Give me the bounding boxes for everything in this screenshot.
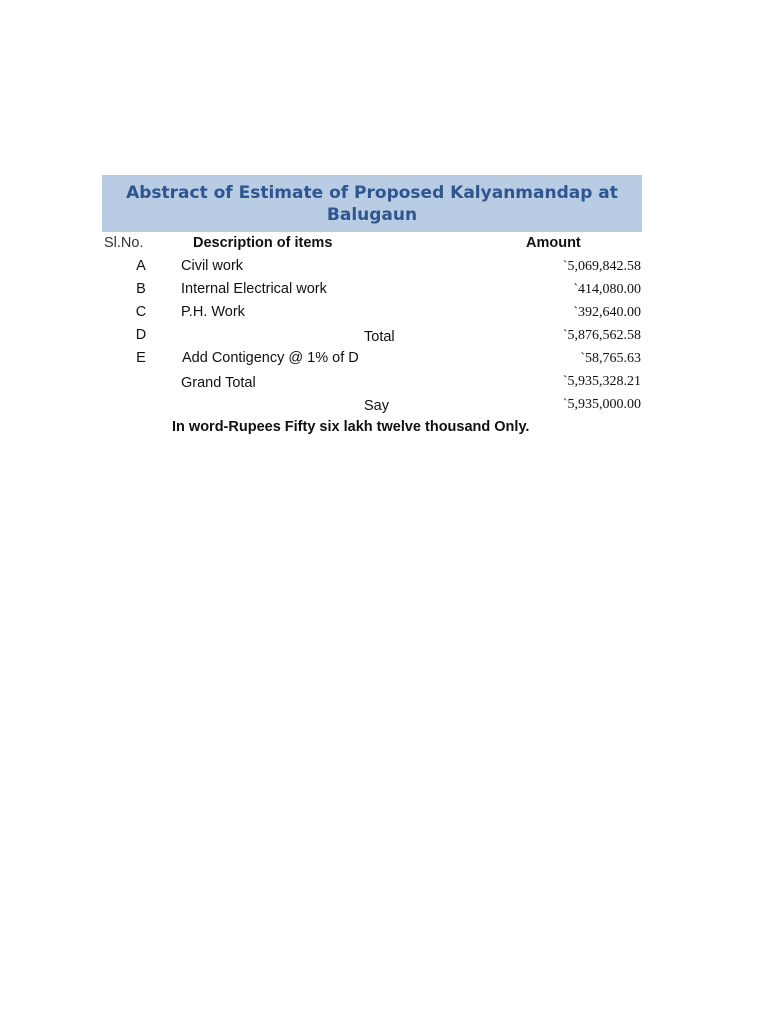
row-description: Internal Electrical work [181,281,327,297]
row-description: Add Contigency @ 1% of D [182,350,359,366]
row-slno: E [136,350,146,366]
title-band [102,175,642,232]
table-row [102,393,642,416]
table-row [102,301,642,324]
header-row [102,232,642,255]
row-amount: `5,935,328.21 [562,374,641,389]
row-slno: C [135,304,147,320]
row-description: P.H. Work [181,304,245,320]
row-amount: `5,069,842.58 [562,259,641,274]
header-amount: Amount [526,235,581,251]
row-amount: `58,765.63 [580,351,641,366]
row-amount: `392,640.00 [573,305,641,320]
table-row [102,255,642,278]
row-slno: D [135,327,147,343]
row-amount: `5,935,000.00 [562,397,641,412]
header-slno: Sl.No. [104,235,144,251]
amount-in-words: In word-Rupees Fifty six lakh twelve thousand Only. [172,419,530,435]
row-amount: `5,876,562.58 [562,328,641,343]
table-row [102,347,642,370]
row-slno: B [136,281,146,297]
row-description: Grand Total [181,375,256,391]
amount-in-words-row [102,416,642,440]
header-description: Description of items [193,235,333,251]
row-label: Total [364,329,395,345]
estimate-title: Abstract of Estimate of Proposed Kalyanmandap at Balugaun [126,182,618,225]
table-row [102,324,642,347]
estimate-sheet [102,175,642,440]
row-slno: A [136,258,146,274]
row-label: Say [364,398,389,414]
row-amount: `414,080.00 [573,282,641,297]
table-row [102,278,642,301]
table-row [102,370,642,393]
row-description: Civil work [181,258,244,274]
